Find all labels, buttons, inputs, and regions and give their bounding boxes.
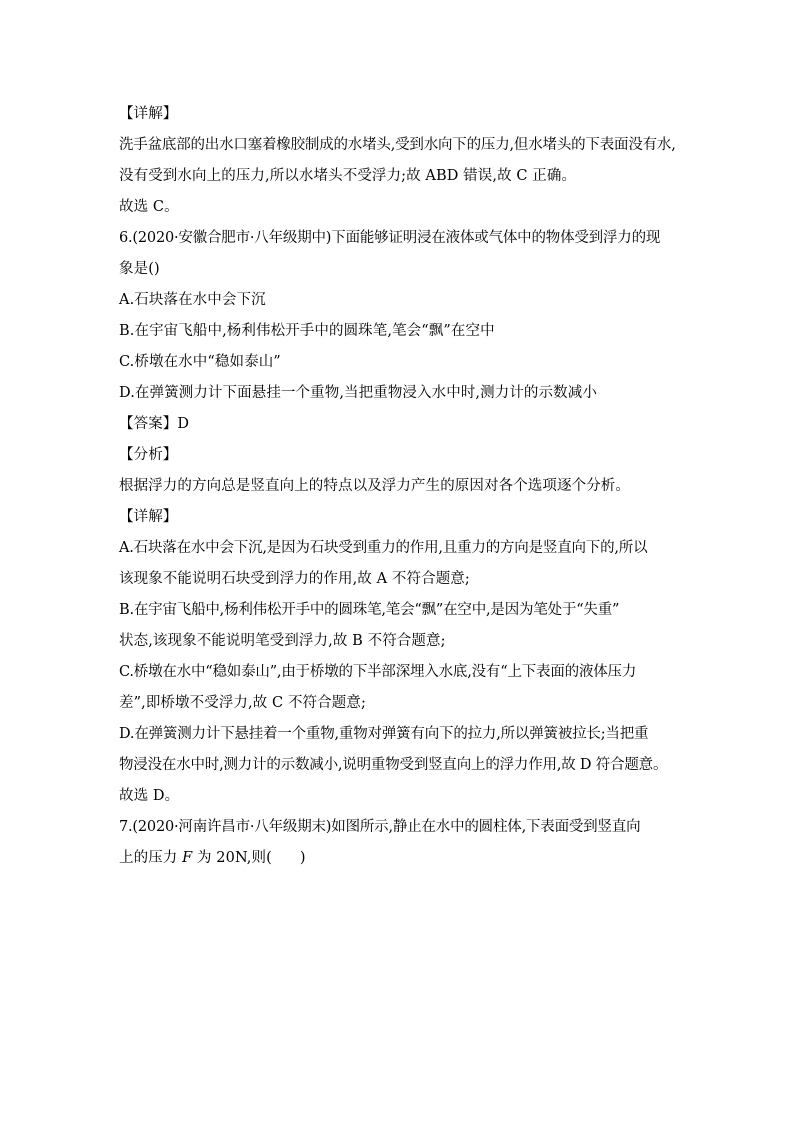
option-a: A.石块落在水中会下沉 — [119, 292, 266, 308]
section-heading-detail-2: 【详解】 — [119, 509, 178, 525]
paragraph-line: 没有受到水向上的压力,所以水堵头不受浮力;故 ABD 错误,故 C 正确。 — [119, 168, 577, 184]
option-d: D.在弹簧测力计下面悬挂一个重物,当把重物浸入水中时,测力计的示数减小 — [119, 385, 597, 401]
answer-choice-line: 故选 C。 — [119, 199, 179, 215]
option-b: B.在宇宙飞船中,杨利伟松开手中的圆珠笔,笔会“飘”在空中 — [119, 323, 495, 339]
question-7-text-suffix: ) — [299, 850, 306, 866]
explanation-b-line-2: 状态,该现象不能说明笔受到浮力,故 B 不符合题意; — [119, 633, 446, 649]
question-6-stem-continued: 象是() — [119, 261, 160, 277]
option-c: C.桥墩在水中“稳如泰山” — [119, 354, 281, 370]
answer-heading: 【答案】D — [119, 416, 190, 432]
explanation-c-line-2: 差”,即桥墩不受浮力,故 C 不符合题意; — [119, 695, 366, 711]
section-heading-detail-1: 【详解】 — [119, 106, 178, 122]
analysis-text: 根据浮力的方向总是竖直向上的特点以及浮力产生的原因对各个选项逐个分析。 — [119, 478, 630, 494]
analysis-heading: 【分析】 — [119, 447, 178, 463]
explanation-d-line-2: 物浸没在水中时,测力计的示数减小,说明重物受到竖直向上的浮力作用,故 D 符合题意。 — [119, 757, 668, 773]
question-7-stem-continued — [119, 843, 689, 874]
explanation-c-line-1: C.桥墩在水中“稳如泰山”,由于桥墩的下半部深埋入水底,没有“上下表面的液体压力 — [119, 664, 637, 680]
explanation-b-line-1: B.在宇宙飞船中,杨利伟松开手中的圆珠笔,笔会“飘”在空中,是因为笔处于“失重” — [119, 602, 620, 618]
paragraph-line: 洗手盆底部的出水口塞着橡胶制成的水堵头,受到水向下的压力,但水堵头的下表面没有水, — [119, 137, 676, 153]
question-7-text-middle: 为 20N,则( — [192, 850, 272, 866]
question-6-stem: 6.(2020·安徽合肥市·八年级期中)下面能够证明浸在液体或气体中的物体受到浮力的现 — [119, 230, 661, 246]
force-variable: F — [182, 850, 193, 866]
explanation-a-line-2: 该现象不能说明石块受到浮力的作用,故 A 不符合题意; — [119, 571, 470, 587]
question-7-text-prefix: 上的压力 — [119, 850, 183, 866]
question-7-stem: 7.(2020·河南许昌市·八年级期末)如图所示,静止在水中的圆柱体,下表面受到竖直向 — [119, 819, 641, 835]
explanation-a-line-1: A.石块落在水中会下沉,是因为石块受到重力的作用,且重力的方向是竖直向下的,所以 — [119, 540, 648, 556]
answer-choice-line: 故选 D。 — [119, 788, 180, 804]
explanation-d-line-1: D.在弹簧测力计下悬挂着一个重物,重物对弹簧有向下的拉力,所以弹簧被拉长;当把重 — [119, 726, 649, 742]
document-page — [119, 99, 689, 874]
